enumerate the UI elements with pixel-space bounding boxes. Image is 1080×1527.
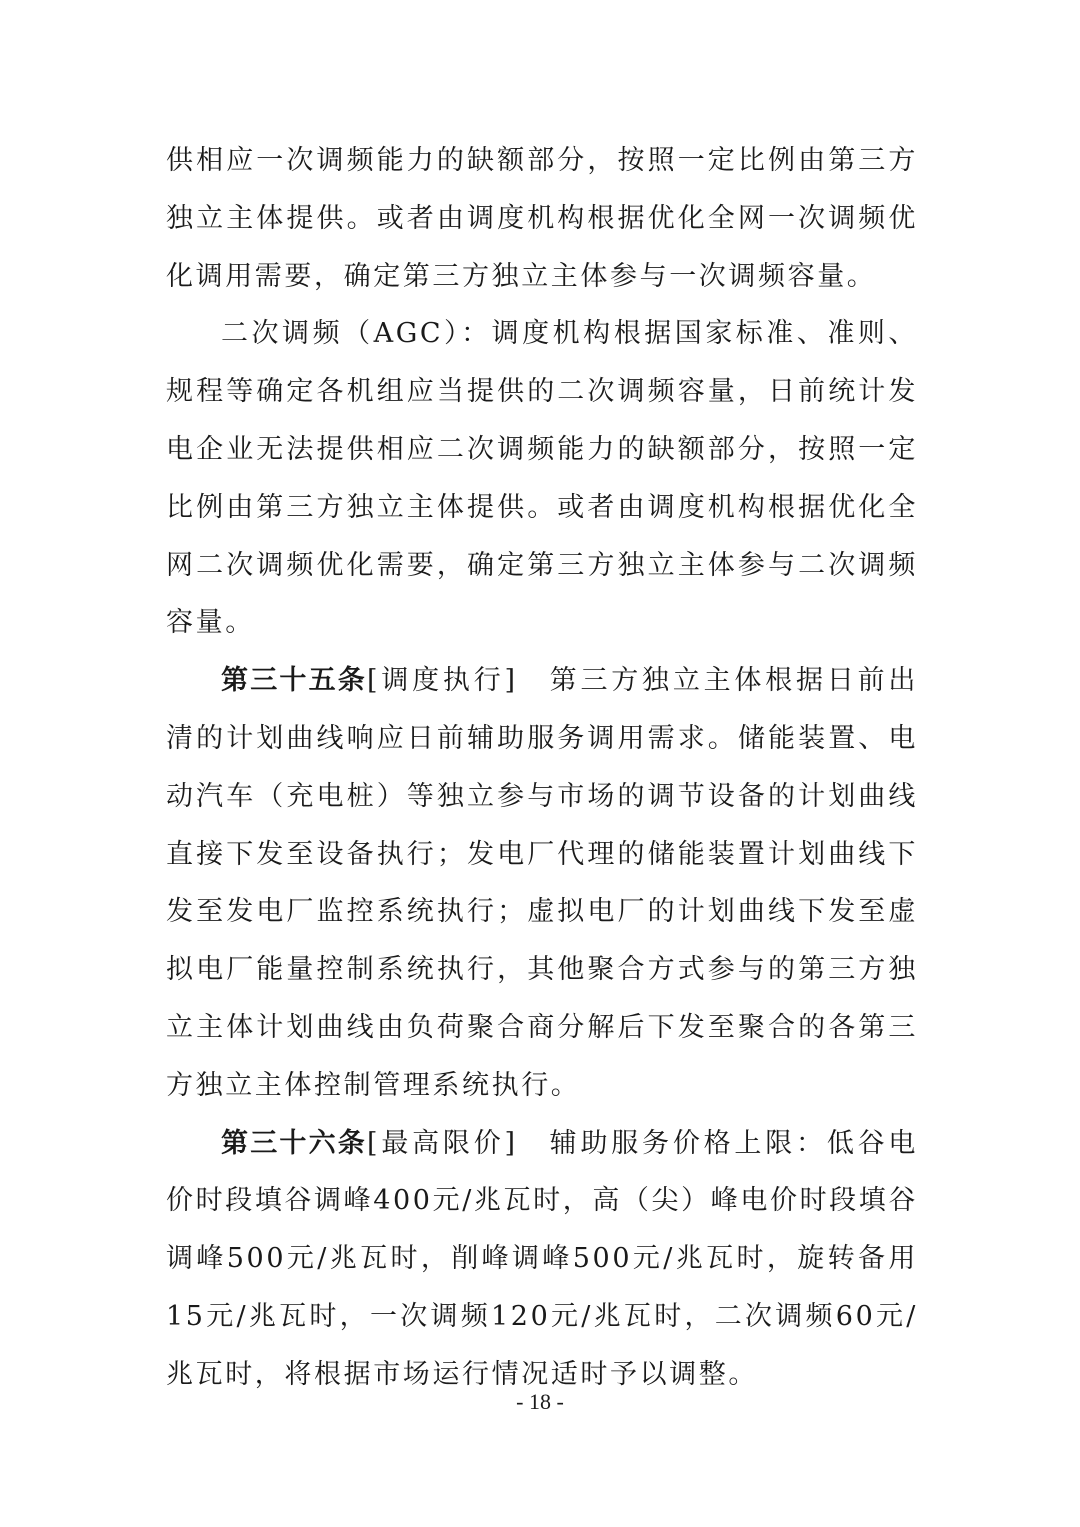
page-number: - 18 -	[516, 1389, 564, 1414]
article-title: 第三十六条	[221, 1127, 367, 1159]
paragraph-text: [调度执行] 第三方独立主体根据日前出清的计划曲线响应日前辅助服务调用需求。储能装置、电动汽车（充电桩）等独立参与市场的调节设备的计划曲线直接下发至设备执行；发电厂代理的储能装置计划曲线下发至发电厂监控系统执行；虚拟电厂的计划曲线下发至虚拟电厂能量控制系统执行，其他聚合方式参与的第三方独立主体计划曲线由负荷聚合商分解后下发至聚合的各第三方独立主体控制管理系统执行。	[166, 665, 919, 1101]
paragraph-text: [最高限价] 辅助服务价格上限：低谷电价时段填谷调峰400元/兆瓦时，高（尖）峰电价时段填谷调峰500元/兆瓦时，削峰调峰500元/兆瓦时，旋转备用15元/兆瓦时，一次调频120元/兆瓦时，二次调频60元/兆瓦时，将根据市场运行情况适时予以调整。	[166, 1127, 919, 1390]
paragraph-text: 供相应一次调频能力的缺额部分，按照一定比例由第三方独立主体提供。或者由调度机构根据优化全网一次调频优化调用需要，确定第三方独立主体参与一次调频容量。	[166, 145, 918, 292]
article-title: 第三十五条	[221, 665, 367, 697]
paragraph-secondary-frequency-agc	[166, 305, 918, 652]
document-body	[166, 132, 918, 1404]
paragraph-article-36	[166, 1115, 918, 1404]
paragraph-article-35	[166, 652, 918, 1114]
paragraph-primary-frequency-continued	[166, 132, 918, 305]
paragraph-text: 二次调频（AGC）：调度机构根据国家标准、准则、规程等确定各机组应当提供的二次调频容量，日前统计发电企业无法提供相应二次调频能力的缺额部分，按照一定比例由第三方独立主体提供。或者由调度机构根据优化全网二次调频优化需要，确定第三方独立主体参与二次调频容量。	[166, 318, 918, 639]
